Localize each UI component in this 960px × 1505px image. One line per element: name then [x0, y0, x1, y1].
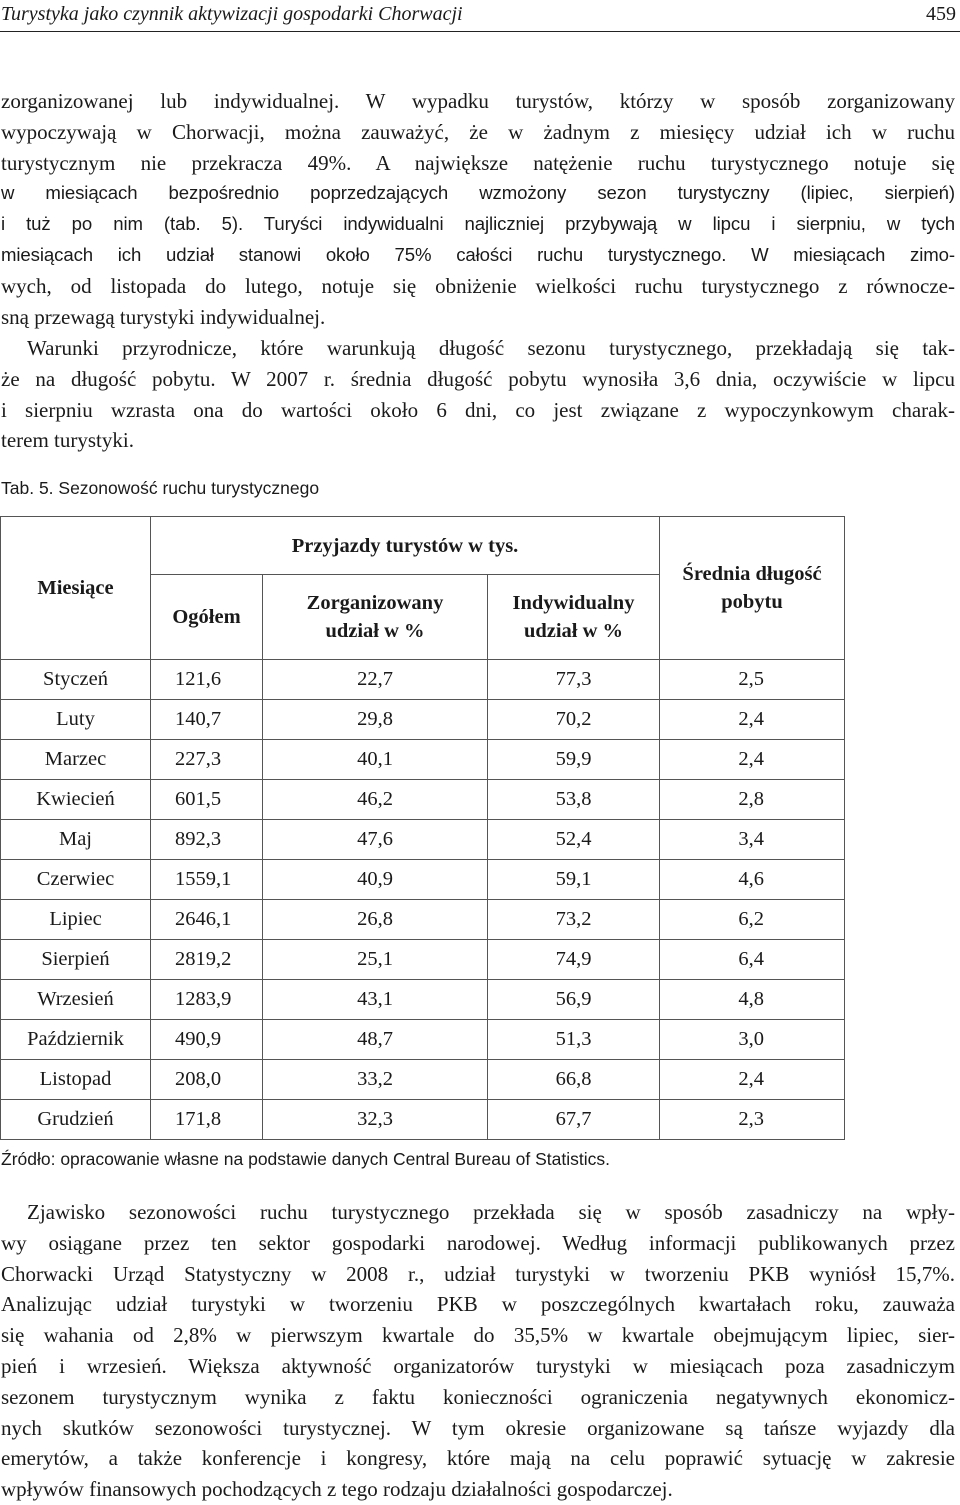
cell-avg-stay: 2,3	[660, 1100, 845, 1140]
table-row	[1, 860, 845, 900]
paragraph-line: wypoczywają w Chorwacji, można zauważyć, że w żadnym z miesięcy udział ich w ruchu	[1, 119, 955, 144]
header-organized-line1: Zorganizowany	[306, 592, 444, 614]
cell-individual: 56,9	[488, 980, 660, 1020]
cell-individual: 52,4	[488, 820, 660, 860]
cell-avg-stay: 4,8	[660, 980, 845, 1020]
table-row	[1, 1060, 845, 1100]
paragraph-line: miesiącach ich udział stanowi około 75% całości ruchu turystycznego. W miesiącach zimo-	[1, 243, 955, 265]
cell-individual: 73,2	[488, 900, 660, 940]
table-caption: Tab. 5. Sezonowość ruchu turystycznego	[1, 478, 320, 498]
cell-month: Lipiec	[1, 900, 151, 940]
paragraph-line: sezonem turystycznym wynika z faktu konieczności ograniczenia negatywnych ekonomicz-	[1, 1384, 955, 1409]
cell-organized: 33,2	[263, 1060, 488, 1100]
cell-month: Marzec	[1, 740, 151, 780]
cell-avg-stay: 3,4	[660, 820, 845, 860]
paragraph-line: się wahania od 2,8% w pierwszym kwartale do 35,5% w kwartale obejmującym lipiec, sier-	[1, 1323, 955, 1348]
page-number: 459	[926, 3, 956, 25]
cell-organized: 22,7	[263, 660, 488, 700]
table-row	[1, 780, 845, 820]
cell-organized: 32,3	[263, 1100, 488, 1140]
paragraph-line: pień i wrzesień. Większa aktywność organizatorów turystyki w miesiącach poza zasadniczym	[1, 1353, 955, 1378]
cell-month: Wrzesień	[1, 980, 151, 1020]
cell-avg-stay: 2,8	[660, 780, 845, 820]
header-individual-line1: Indywidualny	[512, 592, 635, 614]
table-source-note: Źródło: opracowanie własne na podstawie danych Central Bureau of Statistics.	[1, 1149, 610, 1169]
cell-total: 892,3	[151, 820, 263, 860]
cell-organized: 47,6	[263, 820, 488, 860]
cell-individual: 74,9	[488, 940, 660, 980]
paragraph-line: i tuż po nim (tab. 5). Turyści indywidualni najliczniej przybywają w lipcu i sierpniu, w tych	[1, 213, 955, 235]
cell-organized: 43,1	[263, 980, 488, 1020]
cell-total: 121,6	[151, 660, 263, 700]
header-organized	[263, 575, 488, 660]
header-individual	[488, 575, 660, 660]
header-total: Ogółem	[151, 575, 263, 660]
cell-organized: 26,8	[263, 900, 488, 940]
cell-individual: 51,3	[488, 1020, 660, 1060]
table-row	[1, 820, 845, 860]
cell-avg-stay: 2,4	[660, 700, 845, 740]
cell-avg-stay: 2,4	[660, 740, 845, 780]
cell-month: Maj	[1, 820, 151, 860]
cell-month: Czerwiec	[1, 860, 151, 900]
paragraph-line: turystycznym nie przekracza 49%. A największe natężenie ruchu turystycznego notuje się	[1, 150, 955, 175]
paragraph-line: że na długość pobytu. W 2007 r. średnia długość pobytu wynosiła 3,6 dnia, oczywiście w lipcu	[1, 366, 955, 391]
cell-total: 208,0	[151, 1060, 263, 1100]
cell-avg-stay: 2,5	[660, 660, 845, 700]
cell-avg-stay: 4,6	[660, 860, 845, 900]
cell-total: 601,5	[151, 780, 263, 820]
cell-individual: 59,1	[488, 860, 660, 900]
paragraph-line: sną przewagą turystyki indywidualnej.	[1, 304, 326, 329]
paragraph-line: wy osiągane przez ten sektor gospodarki narodowej. Według informacji publikowanych przez	[1, 1230, 955, 1255]
header-organized-line2: udział w %	[325, 620, 425, 642]
cell-month: Styczeń	[1, 660, 151, 700]
header-avg-stay	[660, 517, 845, 660]
paragraph-line: terem turystyki.	[1, 428, 134, 453]
cell-total: 2819,2	[151, 940, 263, 980]
cell-total: 490,9	[151, 1020, 263, 1060]
table-row	[1, 740, 845, 780]
paragraph-line: zorganizowanej lub indywidualnej. W wypadku turystów, którzy w sposób zorganizowany	[1, 89, 955, 113]
paragraph-line: wych, od listopada do lutego, notuje się obniżenie wielkości ruchu turystycznego z równocze-	[1, 273, 955, 298]
header-arrivals-group: Przyjazdy turystów w tys.	[151, 517, 660, 575]
table-row	[1, 1100, 845, 1140]
paragraph-line: i sierpniu wzrasta ona do wartości około 6 dni, co jest związane z wypoczynkowym charak-	[1, 397, 955, 422]
header-individual-line2: udział w %	[523, 620, 624, 642]
cell-organized: 25,1	[263, 940, 488, 980]
header-avg-stay-line2: pobytu	[721, 591, 783, 613]
cell-month: Październik	[1, 1020, 151, 1060]
running-head	[0, 0, 960, 32]
cell-avg-stay: 3,0	[660, 1020, 845, 1060]
paragraph-3	[1, 1197, 955, 1505]
cell-individual: 66,8	[488, 1060, 660, 1100]
cell-month: Grudzień	[1, 1100, 151, 1140]
paragraph-line: emerytów, a także konferencje i kongresy, które mają na celu poprawić sytuację w zakresie	[1, 1446, 955, 1471]
cell-individual: 67,7	[488, 1100, 660, 1140]
cell-total: 2646,1	[151, 900, 263, 940]
cell-organized: 40,9	[263, 860, 488, 900]
cell-individual: 70,2	[488, 700, 660, 740]
cell-total: 1559,1	[151, 860, 263, 900]
table-row	[1, 660, 845, 700]
running-head-title: Turystyka jako czynnik aktywizacji gospodarki Chorwacji	[1, 3, 463, 25]
cell-month: Luty	[1, 700, 151, 740]
table-row	[1, 940, 845, 980]
cell-total: 1283,9	[151, 980, 263, 1020]
cell-total: 171,8	[151, 1100, 263, 1140]
header-months: Miesiące	[1, 517, 151, 660]
cell-total: 140,7	[151, 700, 263, 740]
paragraph-line: w miesiącach bezpośrednio poprzedzających wzmożony sezon turystyczny (lipiec, sierpień)	[1, 182, 955, 204]
paragraph-line: wpływów finansowych pochodzących z tego rodzaju działalności gospodarczej.	[1, 1477, 673, 1502]
cell-organized: 29,8	[263, 700, 488, 740]
cell-individual: 59,9	[488, 740, 660, 780]
cell-avg-stay: 2,4	[660, 1060, 845, 1100]
paragraph-line: Zjawisko sezonowości ruchu turystycznego przekłada się w sposób zasadniczy na wpły-	[27, 1200, 955, 1224]
cell-organized: 46,2	[263, 780, 488, 820]
cell-organized: 48,7	[263, 1020, 488, 1060]
paragraph-2	[1, 333, 955, 456]
table-row	[1, 980, 845, 1020]
cell-individual: 77,3	[488, 660, 660, 700]
cell-month: Sierpień	[1, 940, 151, 980]
cell-month: Listopad	[1, 1060, 151, 1100]
table-row	[1, 700, 845, 740]
table-row	[1, 1020, 845, 1060]
cell-avg-stay: 6,4	[660, 940, 845, 980]
cell-month: Kwiecień	[1, 780, 151, 820]
header-avg-stay-line1: Średnia długość	[682, 563, 822, 585]
cell-total: 227,3	[151, 740, 263, 780]
table-row	[1, 900, 845, 940]
paragraph-line: nych skutków sezonowości turystycznej. W tym okresie organizowane są tańsze wyjazdy dla	[1, 1415, 955, 1440]
cell-organized: 40,1	[263, 740, 488, 780]
cell-avg-stay: 6,2	[660, 900, 845, 940]
paragraph-line: Analizując udział turystyki w tworzeniu PKB w poszczególnych kwartałach roku, zauważa	[1, 1292, 955, 1317]
paragraph-line: Warunki przyrodnicze, które warunkują długość sezonu turystycznego, przekładają się tak-	[27, 336, 955, 360]
paragraph-1	[1, 86, 955, 332]
seasonality-table	[0, 516, 845, 1140]
cell-individual: 53,8	[488, 780, 660, 820]
paragraph-line: Chorwacki Urząd Statystyczny w 2008 r., udział turystyki w tworzeniu PKB wyniósł 15,7%.	[1, 1261, 955, 1286]
